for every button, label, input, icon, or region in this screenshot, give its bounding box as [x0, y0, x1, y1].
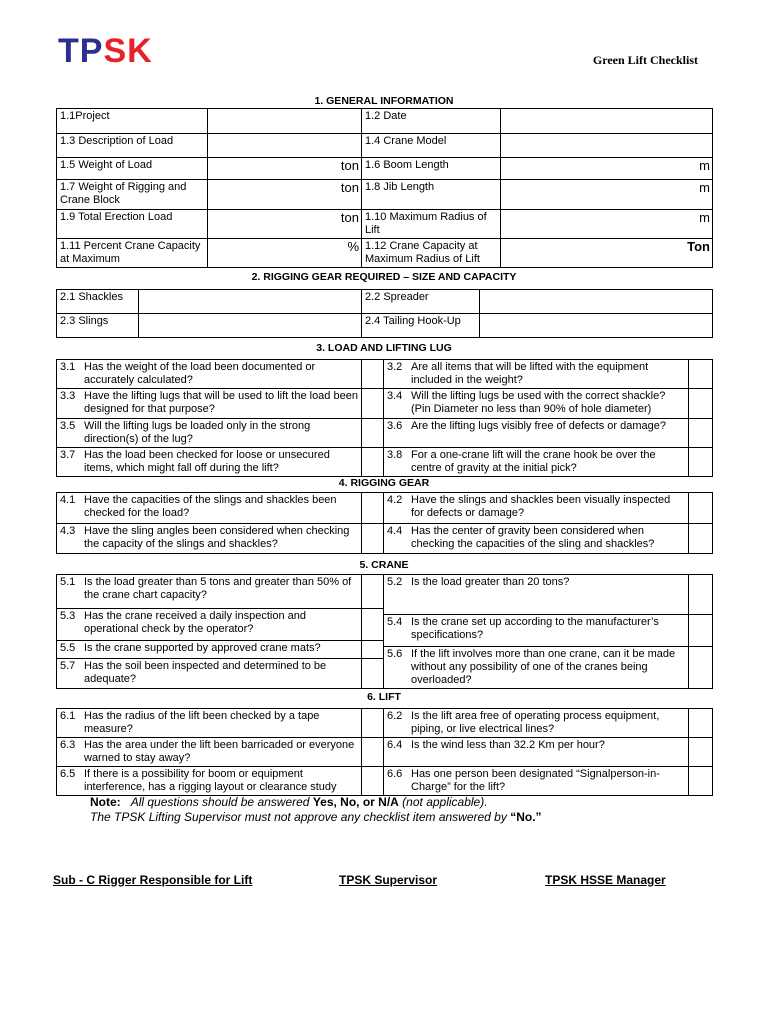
field-label: 1.4 Crane Model — [362, 134, 501, 158]
general-row — [57, 158, 713, 180]
field-label: 1.8 Jib Length — [362, 180, 501, 210]
answer-box[interactable] — [689, 767, 713, 796]
signature-supervisor: TPSK Supervisor — [339, 873, 438, 887]
field-value[interactable] — [208, 109, 362, 134]
general-row — [57, 210, 713, 239]
section-lift-title: 6. LIFT — [367, 691, 401, 703]
field-value[interactable] — [480, 314, 713, 338]
answer-box[interactable] — [362, 609, 384, 641]
question: 6.1 Has the radius of the lift been checked by a tape measure? — [57, 709, 362, 738]
question: 3.5 Will the lifting lugs be loaded only in the strong direction(s) of the lug? — [57, 419, 362, 448]
document-title: Green Lift Checklist — [592, 53, 698, 67]
answer-box[interactable] — [362, 360, 384, 389]
field-label: 1.12 Crane Capacity at Maximum Radius of Lift — [362, 239, 501, 268]
unit-percent[interactable]: % — [208, 239, 362, 268]
question: 6.4 Is the wind less than 32.2 Km per hour? — [384, 738, 689, 767]
question: 6.2 Is the lift area free of operating process equipment, piping, or live electrical lines? — [384, 709, 689, 738]
field-label: 1.9 Total Erection Load — [57, 210, 208, 239]
tpsk-logo: TPSK — [58, 32, 153, 70]
question-row — [57, 389, 713, 419]
question: 5.7 Has the soil been inspected and determined to be adequate? — [57, 659, 362, 689]
question: 3.1 Has the weight of the load been documented or accurately calculated? — [57, 360, 362, 389]
general-row — [57, 239, 713, 268]
question: 5.1 Is the load greater than 5 tons and greater than 50% of the crane chart capacity? — [57, 575, 362, 609]
question: 3.2 Are all items that will be lifted with the equipment included in the weight? — [384, 360, 689, 389]
question: 4.4 Has the center of gravity been considered when checking the capacities of the sling and shackles? — [384, 524, 689, 554]
answer-box[interactable] — [362, 448, 384, 477]
lift-table — [56, 708, 713, 796]
field-value[interactable] — [480, 290, 713, 314]
unit-ton[interactable]: ton — [208, 210, 362, 239]
question: 3.4 Will the lifting lugs be used with the correct shackle? (Pin Diameter no less than 90% of hole diameter) — [384, 389, 689, 419]
section-crane-title: 5. CRANE — [359, 559, 409, 571]
question: 4.3 Have the sling angles been considered when checking the capacity of the slings and shackles? — [57, 524, 362, 554]
general-row — [57, 109, 713, 134]
answer-box[interactable] — [689, 647, 713, 689]
unit-ton[interactable]: ton — [208, 158, 362, 180]
question: 3.3 Have the lifting lugs that will be used to lift the load been designed for that purpose? — [57, 389, 362, 419]
question: 3.8 For a one-crane lift will the crane hook be over the centre of gravity at the initial pick? — [384, 448, 689, 477]
question-row — [57, 767, 713, 796]
answer-box[interactable] — [362, 575, 384, 609]
answer-box[interactable] — [362, 641, 384, 659]
note-line-2: The TPSK Lifting Supervisor must not approve any checklist item answered by “No.” — [90, 810, 542, 824]
field-value[interactable] — [139, 314, 362, 338]
answer-box[interactable] — [689, 615, 713, 647]
question-row — [57, 738, 713, 767]
field-value[interactable] — [139, 290, 362, 314]
answer-box[interactable] — [689, 493, 713, 524]
field-label: 1.2 Date — [362, 109, 501, 134]
answer-box[interactable] — [362, 524, 384, 554]
unit-m[interactable]: m — [501, 180, 713, 210]
question: 5.5 Is the crane supported by approved crane mats? — [57, 641, 362, 659]
question: 6.3 Has the area under the lift been barricaded or everyone warned to stay away? — [57, 738, 362, 767]
answer-box[interactable] — [689, 524, 713, 554]
field-label: 2.1 Shackles — [57, 290, 139, 314]
rigging-required-row — [57, 314, 713, 338]
field-label: 1.6 Boom Length — [362, 158, 501, 180]
answer-box[interactable] — [689, 448, 713, 477]
unit-ton[interactable]: Ton — [501, 239, 713, 268]
field-label: 2.2 Spreader — [362, 290, 480, 314]
answer-box[interactable] — [362, 659, 384, 689]
rigging-required-row — [57, 290, 713, 314]
question-row — [57, 419, 713, 448]
general-row — [57, 134, 713, 158]
question-row — [57, 524, 713, 554]
question-row — [57, 448, 713, 477]
field-label: 1.3 Description of Load — [57, 134, 208, 158]
note-label: Note: — [90, 795, 121, 809]
section-load-lug-title: 3. LOAD AND LIFTING LUG — [316, 342, 452, 354]
field-label: 1.10 Maximum Radius of Lift — [362, 210, 501, 239]
rigging-required-table — [56, 289, 713, 338]
field-label: 2.3 Slings — [57, 314, 139, 338]
question: 3.6 Are the lifting lugs visibly free of defects or damage? — [384, 419, 689, 448]
section-rigging-gear-title: 4. RIGGING GEAR — [338, 477, 430, 489]
question: 5.3 Has the crane received a daily inspection and operational check by the operator? — [57, 609, 362, 641]
question: 6.6 Has one person been designated “Signalperson-in-Charge” for the lift? — [384, 767, 689, 796]
field-label: 2.4 Tailing Hook-Up — [362, 314, 480, 338]
question-row — [57, 493, 713, 524]
answer-box[interactable] — [362, 738, 384, 767]
question-row — [57, 360, 713, 389]
answer-box[interactable] — [362, 767, 384, 796]
general-row — [57, 180, 713, 210]
question: 4.1 Have the capacities of the slings and shackles been checked for the load? — [57, 493, 362, 524]
field-value[interactable] — [501, 134, 713, 158]
field-value[interactable] — [208, 134, 362, 158]
rigging-gear-table — [56, 492, 713, 554]
signature-rigger: Sub - C Rigger Responsible for Lift — [53, 873, 253, 887]
unit-m[interactable]: m — [501, 158, 713, 180]
crane-table — [56, 574, 713, 689]
load-lug-table — [56, 359, 713, 477]
answer-box[interactable] — [689, 575, 713, 615]
question-row — [57, 575, 713, 609]
unit-m[interactable]: m — [501, 210, 713, 239]
answer-box[interactable] — [689, 360, 713, 389]
field-label: 1.11 Percent Crane Capacity at Maximum — [57, 239, 208, 268]
field-label: 1.5 Weight of Load — [57, 158, 208, 180]
question: 5.4 Is the crane set up according to the manufacturer’s specifications? — [384, 615, 689, 647]
answer-box[interactable] — [362, 389, 384, 419]
question: 6.5 If there is a possibility for boom or equipment interference, has a rigging layout or clearance study — [57, 767, 362, 796]
field-label: 1.7 Weight of Rigging and Crane Block — [57, 180, 208, 210]
answer-box[interactable] — [362, 419, 384, 448]
answer-box[interactable] — [362, 493, 384, 524]
question: 3.7 Has the load been checked for loose or unsecured items, which might fall off during the lift? — [57, 448, 362, 477]
answer-box[interactable] — [689, 709, 713, 738]
field-value[interactable] — [501, 109, 713, 134]
field-label: 1.1Project — [57, 109, 208, 134]
question: 4.2 Have the slings and shackles been visually inspected for defects or damage? — [384, 493, 689, 524]
note-line-1: Note: All questions should be answered Yes, No, or N/A (not applicable). — [90, 795, 488, 809]
section-rigging-required-title: 2. RIGGING GEAR REQUIRED – SIZE AND CAPACITY — [251, 271, 517, 283]
section-general-title: 1. GENERAL INFORMATION — [314, 95, 454, 107]
answer-box[interactable] — [689, 738, 713, 767]
general-info-table — [56, 108, 713, 268]
answer-box[interactable] — [362, 709, 384, 738]
answer-box[interactable] — [689, 389, 713, 419]
question: 5.6 If the lift involves more than one crane, can it be made without any possibility of one of the cranes being overloaded? — [384, 647, 689, 689]
signature-hsse-manager: TPSK HSSE Manager — [545, 873, 666, 887]
answer-box[interactable] — [689, 419, 713, 448]
unit-ton[interactable]: ton — [208, 180, 362, 210]
question: 5.2 Is the load greater than 20 tons? — [384, 575, 689, 615]
question-row — [57, 709, 713, 738]
